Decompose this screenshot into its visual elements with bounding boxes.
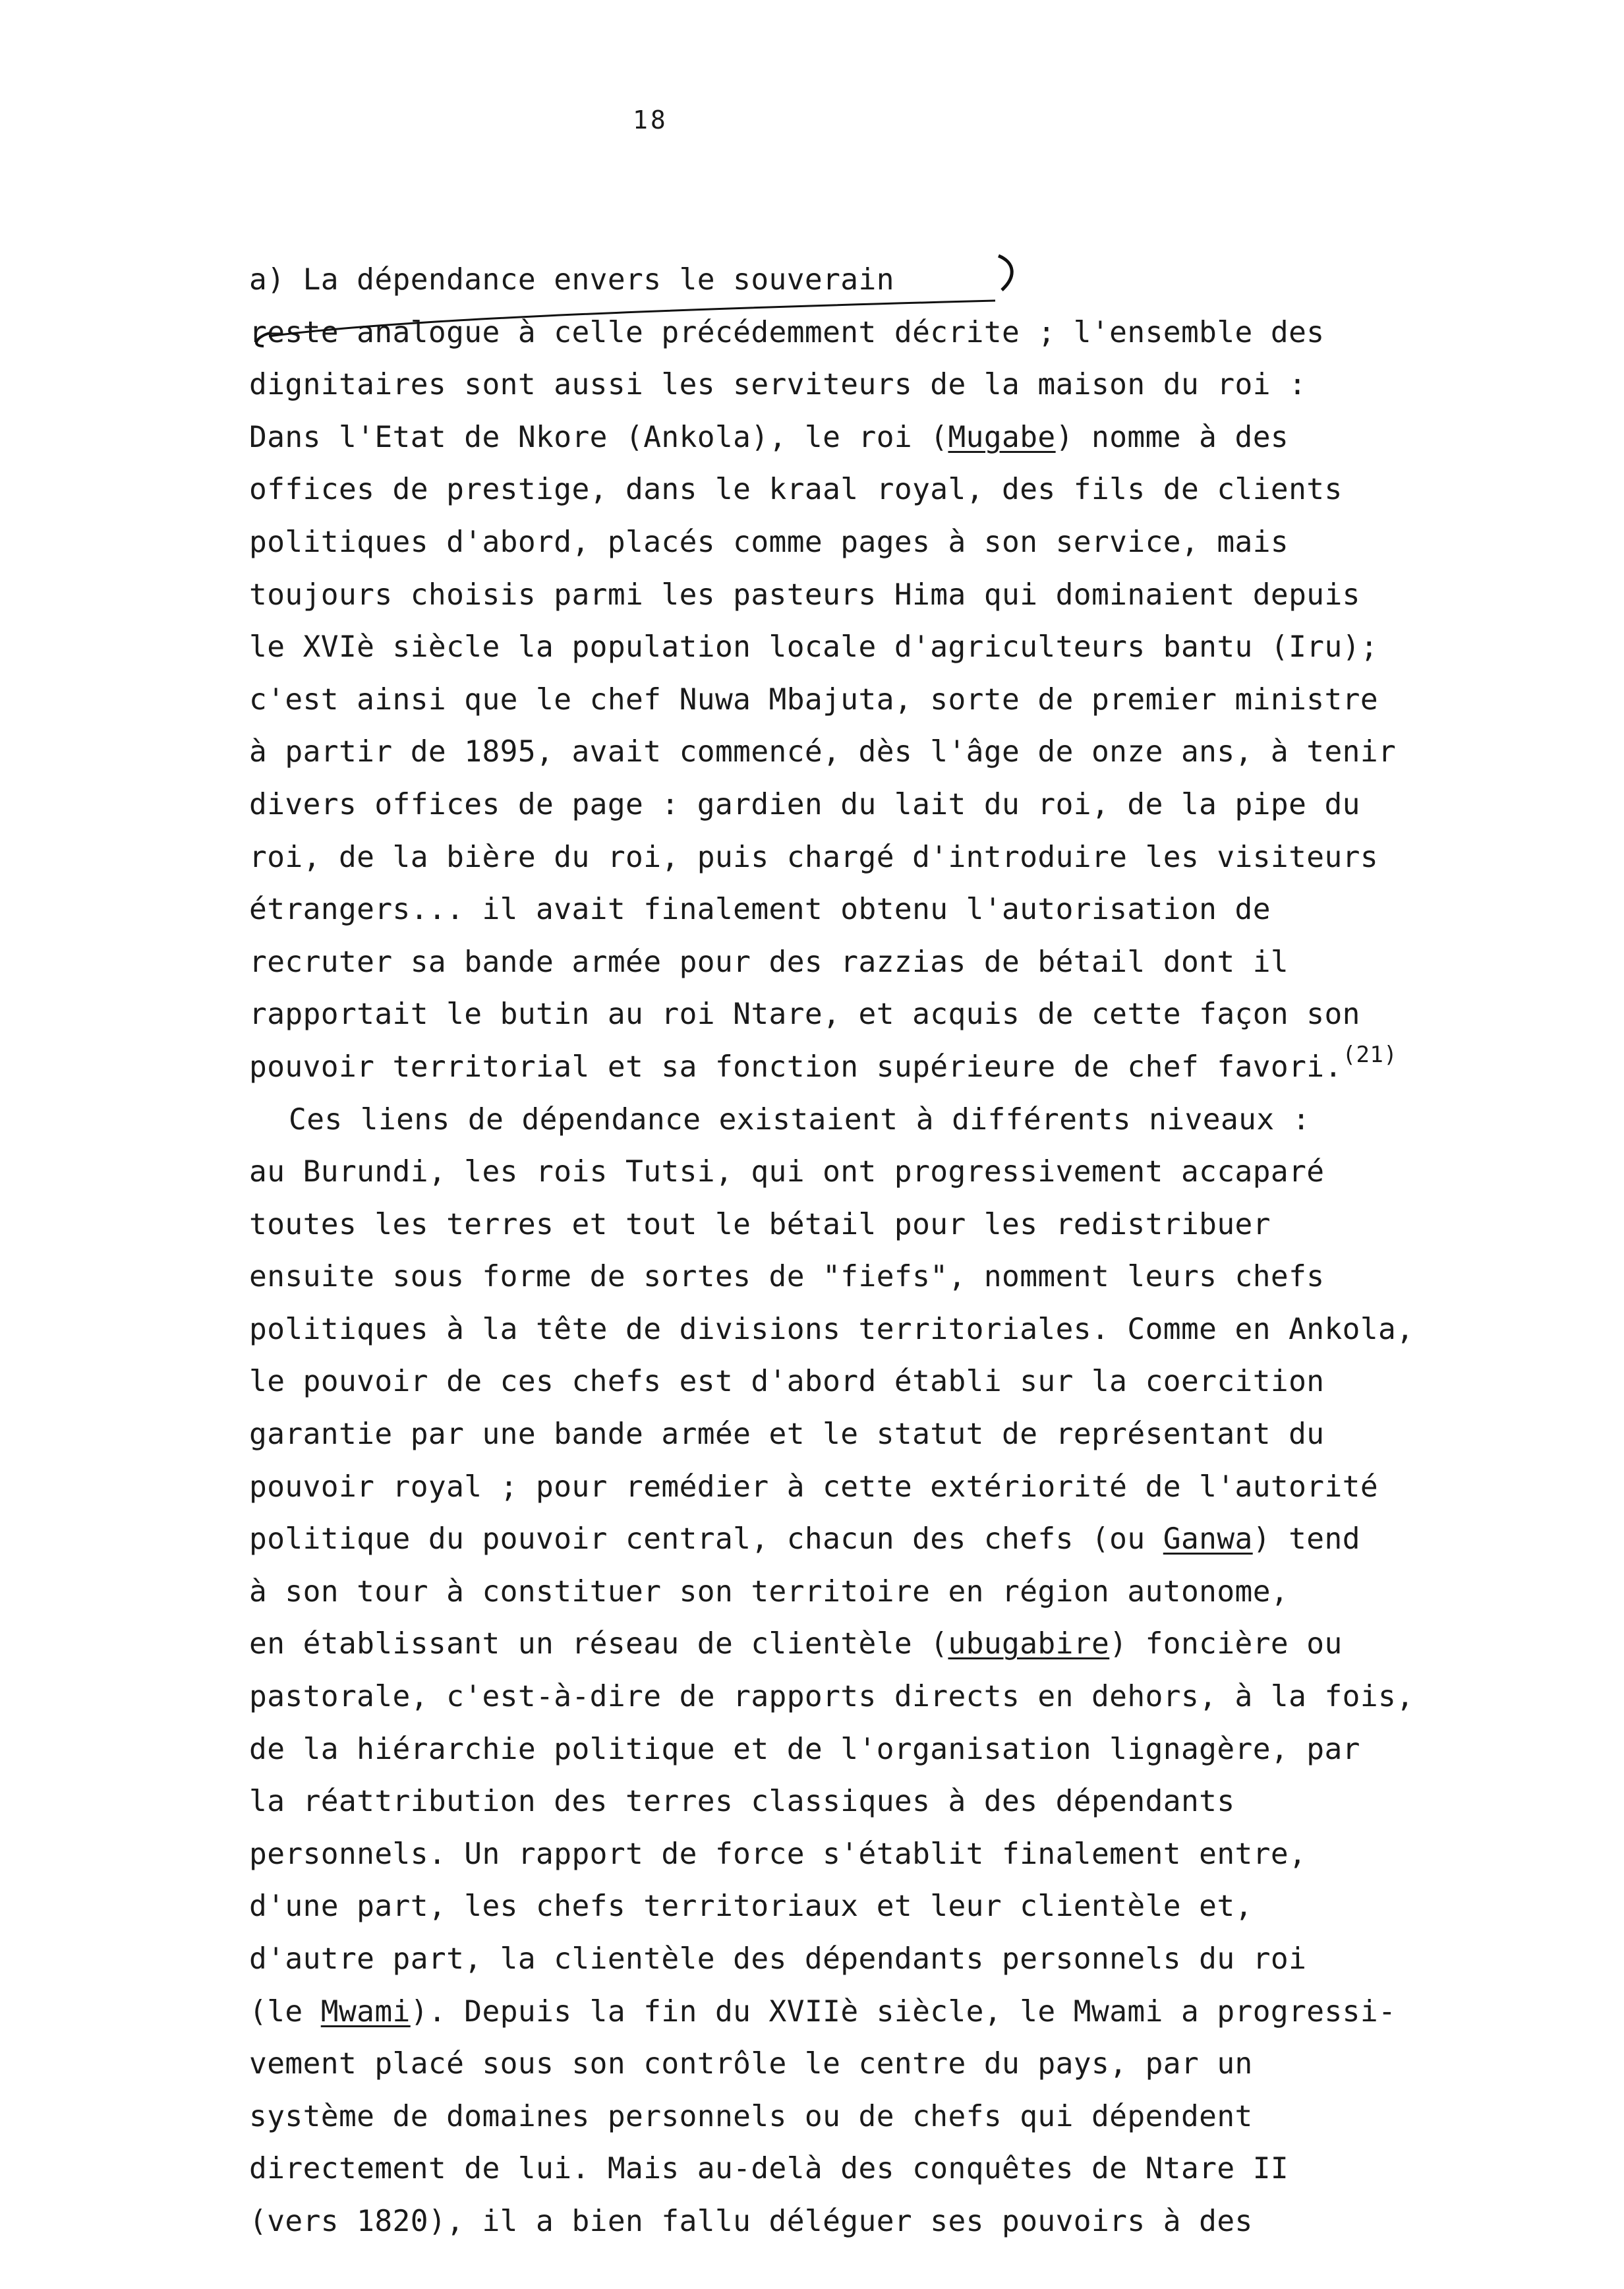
line-text: politiques d'abord, placés comme pages à son service, mais bbox=[249, 525, 1289, 559]
line-text: en établissant un réseau de clientèle ( bbox=[249, 1627, 948, 1661]
text-line bbox=[249, 674, 1541, 727]
text-line bbox=[249, 569, 1541, 622]
text-line bbox=[249, 1303, 1541, 1356]
line-text: ensuite sous forme de sortes de "fiefs", nomment leurs chefs bbox=[249, 1260, 1325, 1294]
text-line bbox=[249, 1408, 1541, 1461]
text-line bbox=[249, 726, 1541, 779]
line-text: étrangers... il avait finalement obtenu l'autorisation de bbox=[249, 893, 1271, 927]
text-line bbox=[249, 1618, 1541, 1671]
text-line bbox=[249, 2091, 1541, 2143]
text-line bbox=[249, 883, 1541, 936]
text-line bbox=[249, 1933, 1541, 1986]
line-text: (le bbox=[249, 1994, 321, 2029]
underlined-term: Ganwa bbox=[1163, 1522, 1253, 1557]
text-line bbox=[249, 1880, 1541, 1933]
line-text: divers offices de page : gardien du lait du roi, de la pipe du bbox=[249, 787, 1360, 821]
line-text: à son tour à constituer son territoire en région autonome, bbox=[249, 1574, 1289, 1609]
line-text: recruter sa bande armée pour des razzias de bétail dont il bbox=[249, 945, 1289, 979]
underlined-term: Mugabe bbox=[948, 420, 1056, 454]
line-text: à partir de 1895, avait commencé, dès l'âge de onze ans, à tenir bbox=[249, 735, 1397, 769]
line-text-continued: ) foncière ou bbox=[1109, 1627, 1343, 1661]
line-text: rapportait le butin au roi Ntare, et acquis de cette façon son bbox=[249, 997, 1360, 1032]
line-text: personnels. Un rapport de force s'établit finalement entre, bbox=[249, 1837, 1307, 1871]
text-line bbox=[249, 1513, 1541, 1566]
line-text: Ces liens de dépendance existaient à différents niveaux : bbox=[289, 1102, 1310, 1137]
text-line bbox=[249, 359, 1541, 411]
line-text: dignitaires sont aussi les serviteurs de la maison du roi : bbox=[249, 368, 1307, 402]
line-text-continued: ) tend bbox=[1252, 1522, 1360, 1557]
text-line bbox=[249, 1199, 1541, 1251]
text-line bbox=[249, 2038, 1541, 2091]
text-line bbox=[249, 2143, 1541, 2195]
text-line bbox=[249, 936, 1541, 989]
text-line bbox=[249, 1566, 1541, 1619]
text-line bbox=[249, 463, 1541, 516]
line-text-continued: ) nomme à des bbox=[1055, 420, 1289, 454]
line-text: pouvoir territorial et sa fonction supérieure de chef favori. bbox=[249, 1050, 1343, 1084]
underlined-term: ubugabire bbox=[948, 1627, 1110, 1661]
text-line bbox=[249, 1041, 1541, 1094]
text-line bbox=[249, 621, 1541, 674]
line-text: toujours choisis parmi les pasteurs Hima qui dominaient depuis bbox=[249, 578, 1360, 612]
line-text: directement de lui. Mais au-delà des conquêtes de Ntare II bbox=[249, 2152, 1289, 2186]
line-text: politiques à la tête de divisions territoriales. Comme en Ankola, bbox=[249, 1312, 1414, 1346]
line-text: vement placé sous son contrôle le centre du pays, par un bbox=[249, 2047, 1253, 2081]
text-line bbox=[249, 831, 1541, 884]
underlined-term: Mwami bbox=[320, 1994, 411, 2029]
text-line bbox=[249, 1828, 1541, 1881]
text-line bbox=[249, 988, 1541, 1041]
line-text: le XVIè siècle la population locale d'agriculteurs bantu (Iru); bbox=[249, 630, 1379, 665]
section-heading: a) La dépendance envers le souverain bbox=[249, 263, 894, 297]
line-text: (vers 1820), il a bien fallu déléguer ses pouvoirs à des bbox=[249, 2204, 1253, 2238]
page-number: 18 bbox=[633, 105, 668, 134]
text-line bbox=[249, 1723, 1541, 1776]
line-text: Dans l'Etat de Nkore (Ankola), le roi ( bbox=[249, 420, 948, 454]
line-text: toutes les terres et tout le bétail pour les redistribuer bbox=[249, 1207, 1271, 1241]
text-line bbox=[249, 411, 1541, 464]
line-text-continued: ). Depuis la fin du XVIIè siècle, le Mwami a progressi- bbox=[410, 1994, 1397, 2029]
text-line bbox=[249, 516, 1541, 569]
text-line bbox=[249, 1775, 1541, 1828]
line-text: offices de prestige, dans le kraal royal, des fils de clients bbox=[249, 473, 1343, 507]
text-line bbox=[249, 1671, 1541, 1723]
text-line bbox=[249, 307, 1541, 359]
line-text: garantie par une bande armée et le statut de représentant du bbox=[249, 1417, 1325, 1452]
line-text: au Burundi, les rois Tutsi, qui ont progressivement accaparé bbox=[249, 1155, 1325, 1189]
line-text: d'autre part, la clientèle des dépendants personnels du roi bbox=[249, 1942, 1307, 1976]
text-line bbox=[249, 1094, 1541, 1146]
text-line bbox=[249, 1986, 1541, 2038]
footnote-reference: (21) bbox=[1342, 1041, 1398, 1068]
line-text: de la hiérarchie politique et de l'organisation lignagère, par bbox=[249, 1732, 1360, 1766]
line-text: la réattribution des terres classiques à des dépendants bbox=[249, 1785, 1235, 1819]
line-text: c'est ainsi que le chef Nuwa Mbajuta, sorte de premier ministre bbox=[249, 682, 1379, 717]
text-line bbox=[249, 1251, 1541, 1303]
line-text: roi, de la bière du roi, puis chargé d'introduire les visiteurs bbox=[249, 840, 1379, 874]
body-text bbox=[249, 254, 1541, 2248]
text-line bbox=[249, 2195, 1541, 2248]
line-text: système de domaines personnels ou de chefs qui dépendent bbox=[249, 2099, 1253, 2133]
line-text: politique du pouvoir central, chacun des chefs (ou bbox=[249, 1522, 1163, 1557]
line-text: pastorale, c'est-à-dire de rapports directs en dehors, à la fois, bbox=[249, 1680, 1414, 1714]
line-text: pouvoir royal ; pour remédier à cette extériorité de l'autorité bbox=[249, 1470, 1379, 1504]
line-text: le pouvoir de ces chefs est d'abord établi sur la coercition bbox=[249, 1365, 1325, 1399]
text-line bbox=[249, 1461, 1541, 1514]
text-line bbox=[249, 1355, 1541, 1408]
line-text: reste analogue à celle précédemment décrite ; l'ensemble des bbox=[249, 315, 1325, 349]
line-text: d'une part, les chefs territoriaux et leur clientèle et, bbox=[249, 1889, 1253, 1924]
text-line bbox=[249, 779, 1541, 831]
text-line bbox=[249, 1146, 1541, 1199]
